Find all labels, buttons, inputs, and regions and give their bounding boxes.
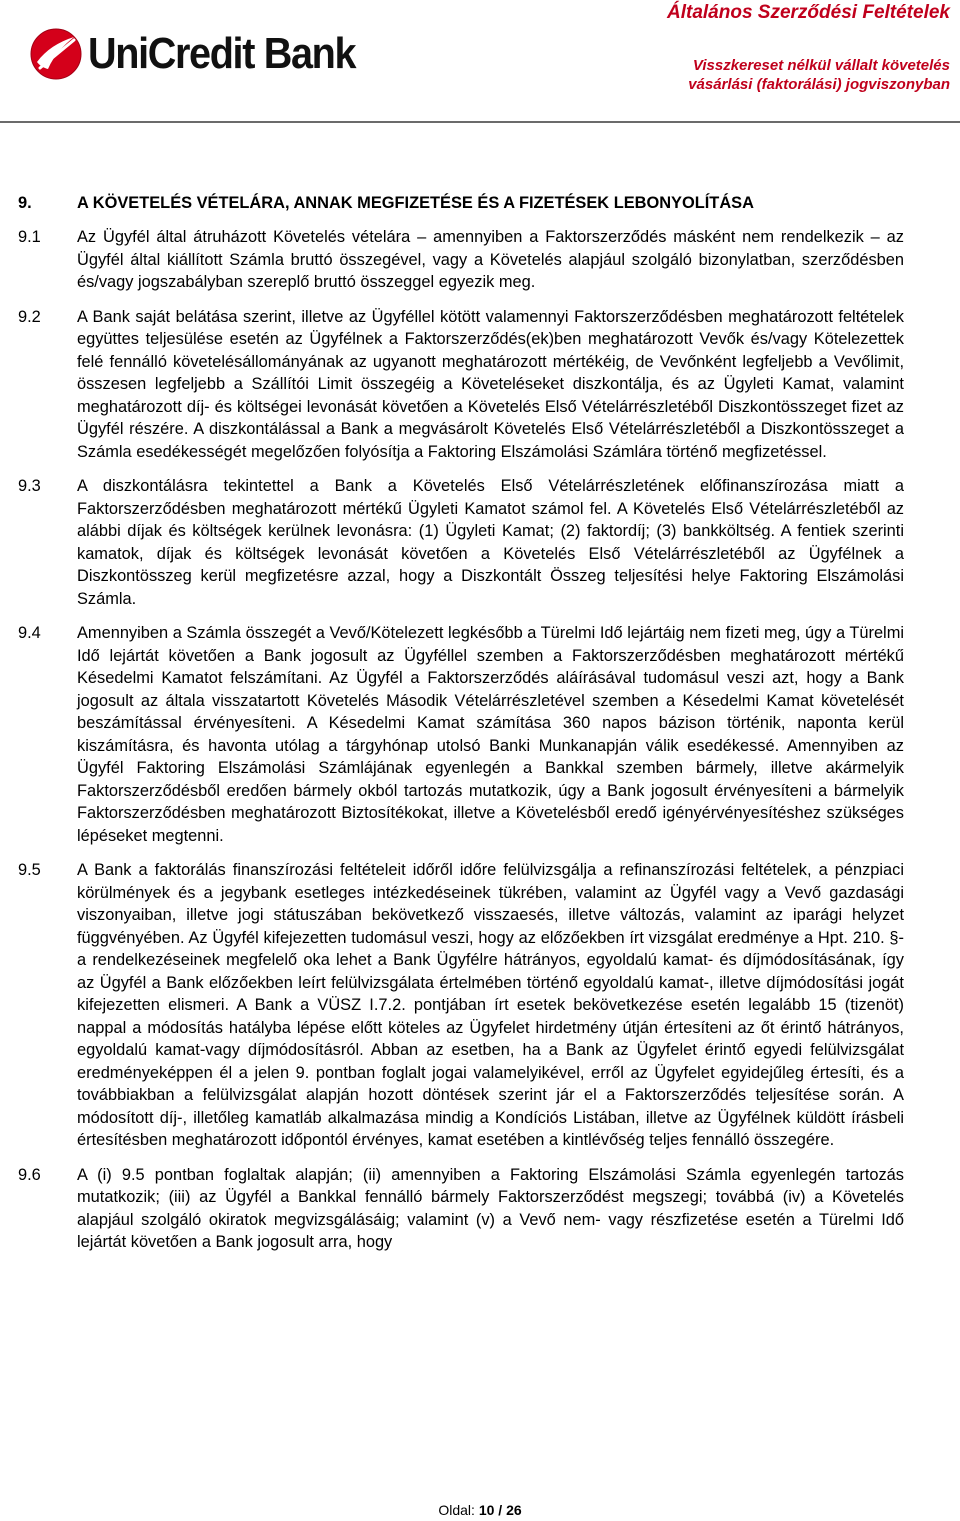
logo-wordmark: UniCredit Bank (88, 29, 356, 78)
document-subtitle: Visszkereset nélkül vállalt követelés vásárlási (faktorálási) jogviszonyban (688, 57, 950, 93)
header-divider (0, 121, 960, 123)
paragraph-9-2 (18, 306, 904, 464)
paragraph-text: A diszkontálásra tekintettel a Bank a Követelés Első Vételárrészletének előfinanszírozása miatt a Faktorszerződésben meghatározott mértékű Ügyleti Kamatot számol fel. A Követelés Első Vételárrészletéből az alábbi díjak és költségek kerülnek levonásra: (1) Ügyleti Kamat; (2) faktordíj; (3) bankköltség. A fentiek szerinti kamatok, díjak és költségek levonását követően a Követelés Első Vételárrészletéből az Ügyfélnek a Diszkontösszeg kerül megfizetésre azzal, hogy a Diszkontált Összeg teljesítési helye Faktoring Elszámolási Számla. (77, 477, 904, 608)
paragraph-9-5 (18, 859, 904, 1152)
section-title: A KÖVETELÉS VÉTELÁRA, ANNAK MEGFIZETÉSE ÉS A FIZETÉSEK LEBONYOLÍTÁSA (77, 194, 754, 212)
paragraph-text: A Bank a faktorálás finanszírozási feltételeit időről időre felülvizsgálja a refinanszírozási feltételek, a pénzpiaci körülmények és a jegybank esetleges intézkedéseinek tükrében, valamint az Ügyfél vagy a Vevő gazdasági viszonyaiban, illetve jogi státuszában bekövetkező visszaesés, illetve változás, valamint az iparági helyzet függvényében. Az Ügyfél kifejezetten tudomásul veszi, hogy az előzőekben írt vizsgálat eredménye a Hpt. 210. §- a rendelkezéseinek megfelelő oka lehet a Bank Ügyfélre hátrányos, egyoldalú kamat- és díjmódosításának, így az Ügyfél a Bank előzőekben leírt felülvizsgálata értelmében történő egyoldalú kamat-, illetve díjmódosítási jogát kifejezetten elismeri. A Bank a VÜSZ I.7.2. pontjában írt esetek bekövetkezése esetén legalább 15 (tizenöt) nappal a módosítás hatályba lépése előtt köteles az Ügyfelet hirdetmény útján értesíteni az őt érintő hátrányos, egyoldalú kamat-vagy díjmódosításról. Abban az esetben, ha a Bank az Ügyfelet érintő egyedi felülvizsgálat eredményeképpen él a jelen 9. pontban foglalt jogai valamelyikével, erről az Ügyfelet egyidejűleg értesíti, és a továbbiakban a felülvizsgálat alapján hozott döntések szerint jár el a Faktorszerződés teljesítése során. A módosított díj-, illetőleg kamatláb alkalmazása mindig a Kondíciós Listában, illetve az Ügyfélnek küldött írásbeli értesítésben meghatározott időpontól érvényes, kamat esetében a kintlévőség teljes fennálló összegére. (77, 861, 904, 1149)
paragraph-number: 9.4 (18, 624, 41, 642)
paragraph-9-3 (18, 475, 904, 610)
section-number: 9. (18, 194, 32, 212)
page-label: Oldal: (438, 1502, 475, 1518)
paragraph-number: 9.5 (18, 861, 41, 879)
paragraph-text: A Bank saját belátása szerint, illetve az Ügyféllel kötött valamennyi Faktorszerződésben meghatározott feltételek együttes teljesülése esetén az Ügyfélnek a Faktorszerződés(ek)ben meghatározott Vevők és/vagy Kötelezettek felé fennálló követelésállományának az ugyanott meghatározott mértékéig, de Vevőnként legfeljebb a Vevőlimit, összesen legfeljebb a Szállítói Limit összegéig a Követeléseket diszkontálja, és az Ügyleti Kamat, valamint meghatározott díj- és költségei levonását követően a Követelés Első Vételárrészletéből Diszkontösszeget fizet az Ügyfél részére. A diszkontálással a Bank a megvásárolt Követelés Első Vételárrészletéből a Diszkontösszeget a Számla esedékességét megelőzően folyósítja a Faktoring Elszámolási Számlára történő megfizetéssel. (77, 307, 904, 461)
page-separator: / (498, 1502, 503, 1518)
paragraph-9-1 (18, 226, 904, 294)
page-total: 26 (506, 1502, 522, 1518)
paragraph-number: 9.6 (18, 1165, 41, 1184)
paragraph-number: 9.1 (18, 228, 41, 246)
paragraph-9-6 (18, 1164, 904, 1254)
paragraph-9-4 (18, 622, 904, 847)
document-title: Általános Szerződési Feltételek (667, 2, 950, 23)
paragraph-text: Amennyiben a Számla összegét a Vevő/Kötelezett legkésőbb a Türelmi Idő lejártáig nem fizeti meg, úgy a Türelmi Idő lejártát követően a Bank jogosult az Ügyféllel szemben a Faktorszerződésben meghatározott mértékű Késedelmi Kamatot felszámítani. Az Ügyfél a Faktorszerződés aláírásával tudomásul veszi azt, hogy a Bank jogosult az általa visszatartott Követelés Második Vételárrészletével szemben a Késedelmi Kamat követelését beszámítással érvényesíteni. A Késedelmi Kamat számítása 360 napos bázison történik, naponta kerül kiszámításra, és havonta utólag a tárgyhónap utolsó Banki Munkanapján válik esedékessé. Amennyiben az Ügyfél Faktoring Elszámolási Számlájának egyenlegén a Bankkal szemben bármely, illetve akármelyik Faktorszerződésből eredően bármely okból tartozás mutatkozik, úgy a Bank jogosult érvényesíteni a bármelyik Faktorszerződésben meghatározott Biztosítékokat, illetve a Követelésből eredő igényérvényesítéshez szükséges lépéseket megtenni. (77, 624, 904, 845)
paragraph-text: A (i) 9.5 pontban foglaltak alapján; (ii) amennyiben a Faktoring Elszámolási Számla egyenlegén tartozás mutatkozik; (iii) az Ügyfél a Bankkal fennálló bármely Faktorszerződést megszegi; továbbá (iv) a Követelés alapjául szolgáló okiratok megvizsgálásáig; valamint (v) a Vevő nem- vagy részfizetése esetén a Türelmi Idő lejártát követően a Bank jogosult arra, hogy (77, 1165, 904, 1251)
section-heading (18, 192, 904, 214)
page-current: 10 (478, 1502, 495, 1518)
paragraph-text: Az Ügyfél által átruházott Követelés vételára – amennyiben a Faktorszerződés másként nem rendelkezik – az Ügyfél által kiállított Számla bruttó összegével, vagy a Követelés alapjául szolgáló bizonylatban, szerződésben és/vagy jogszabályban szereplő bruttó összeggel egyezik meg. (77, 228, 904, 291)
page-footer (0, 1502, 960, 1518)
page-header (0, 0, 960, 122)
unicredit-logo-icon (30, 28, 82, 80)
paragraph-number: 9.3 (18, 477, 41, 495)
paragraph-number: 9.2 (18, 307, 41, 326)
document-body (18, 192, 904, 1266)
unicredit-logo (30, 26, 385, 82)
